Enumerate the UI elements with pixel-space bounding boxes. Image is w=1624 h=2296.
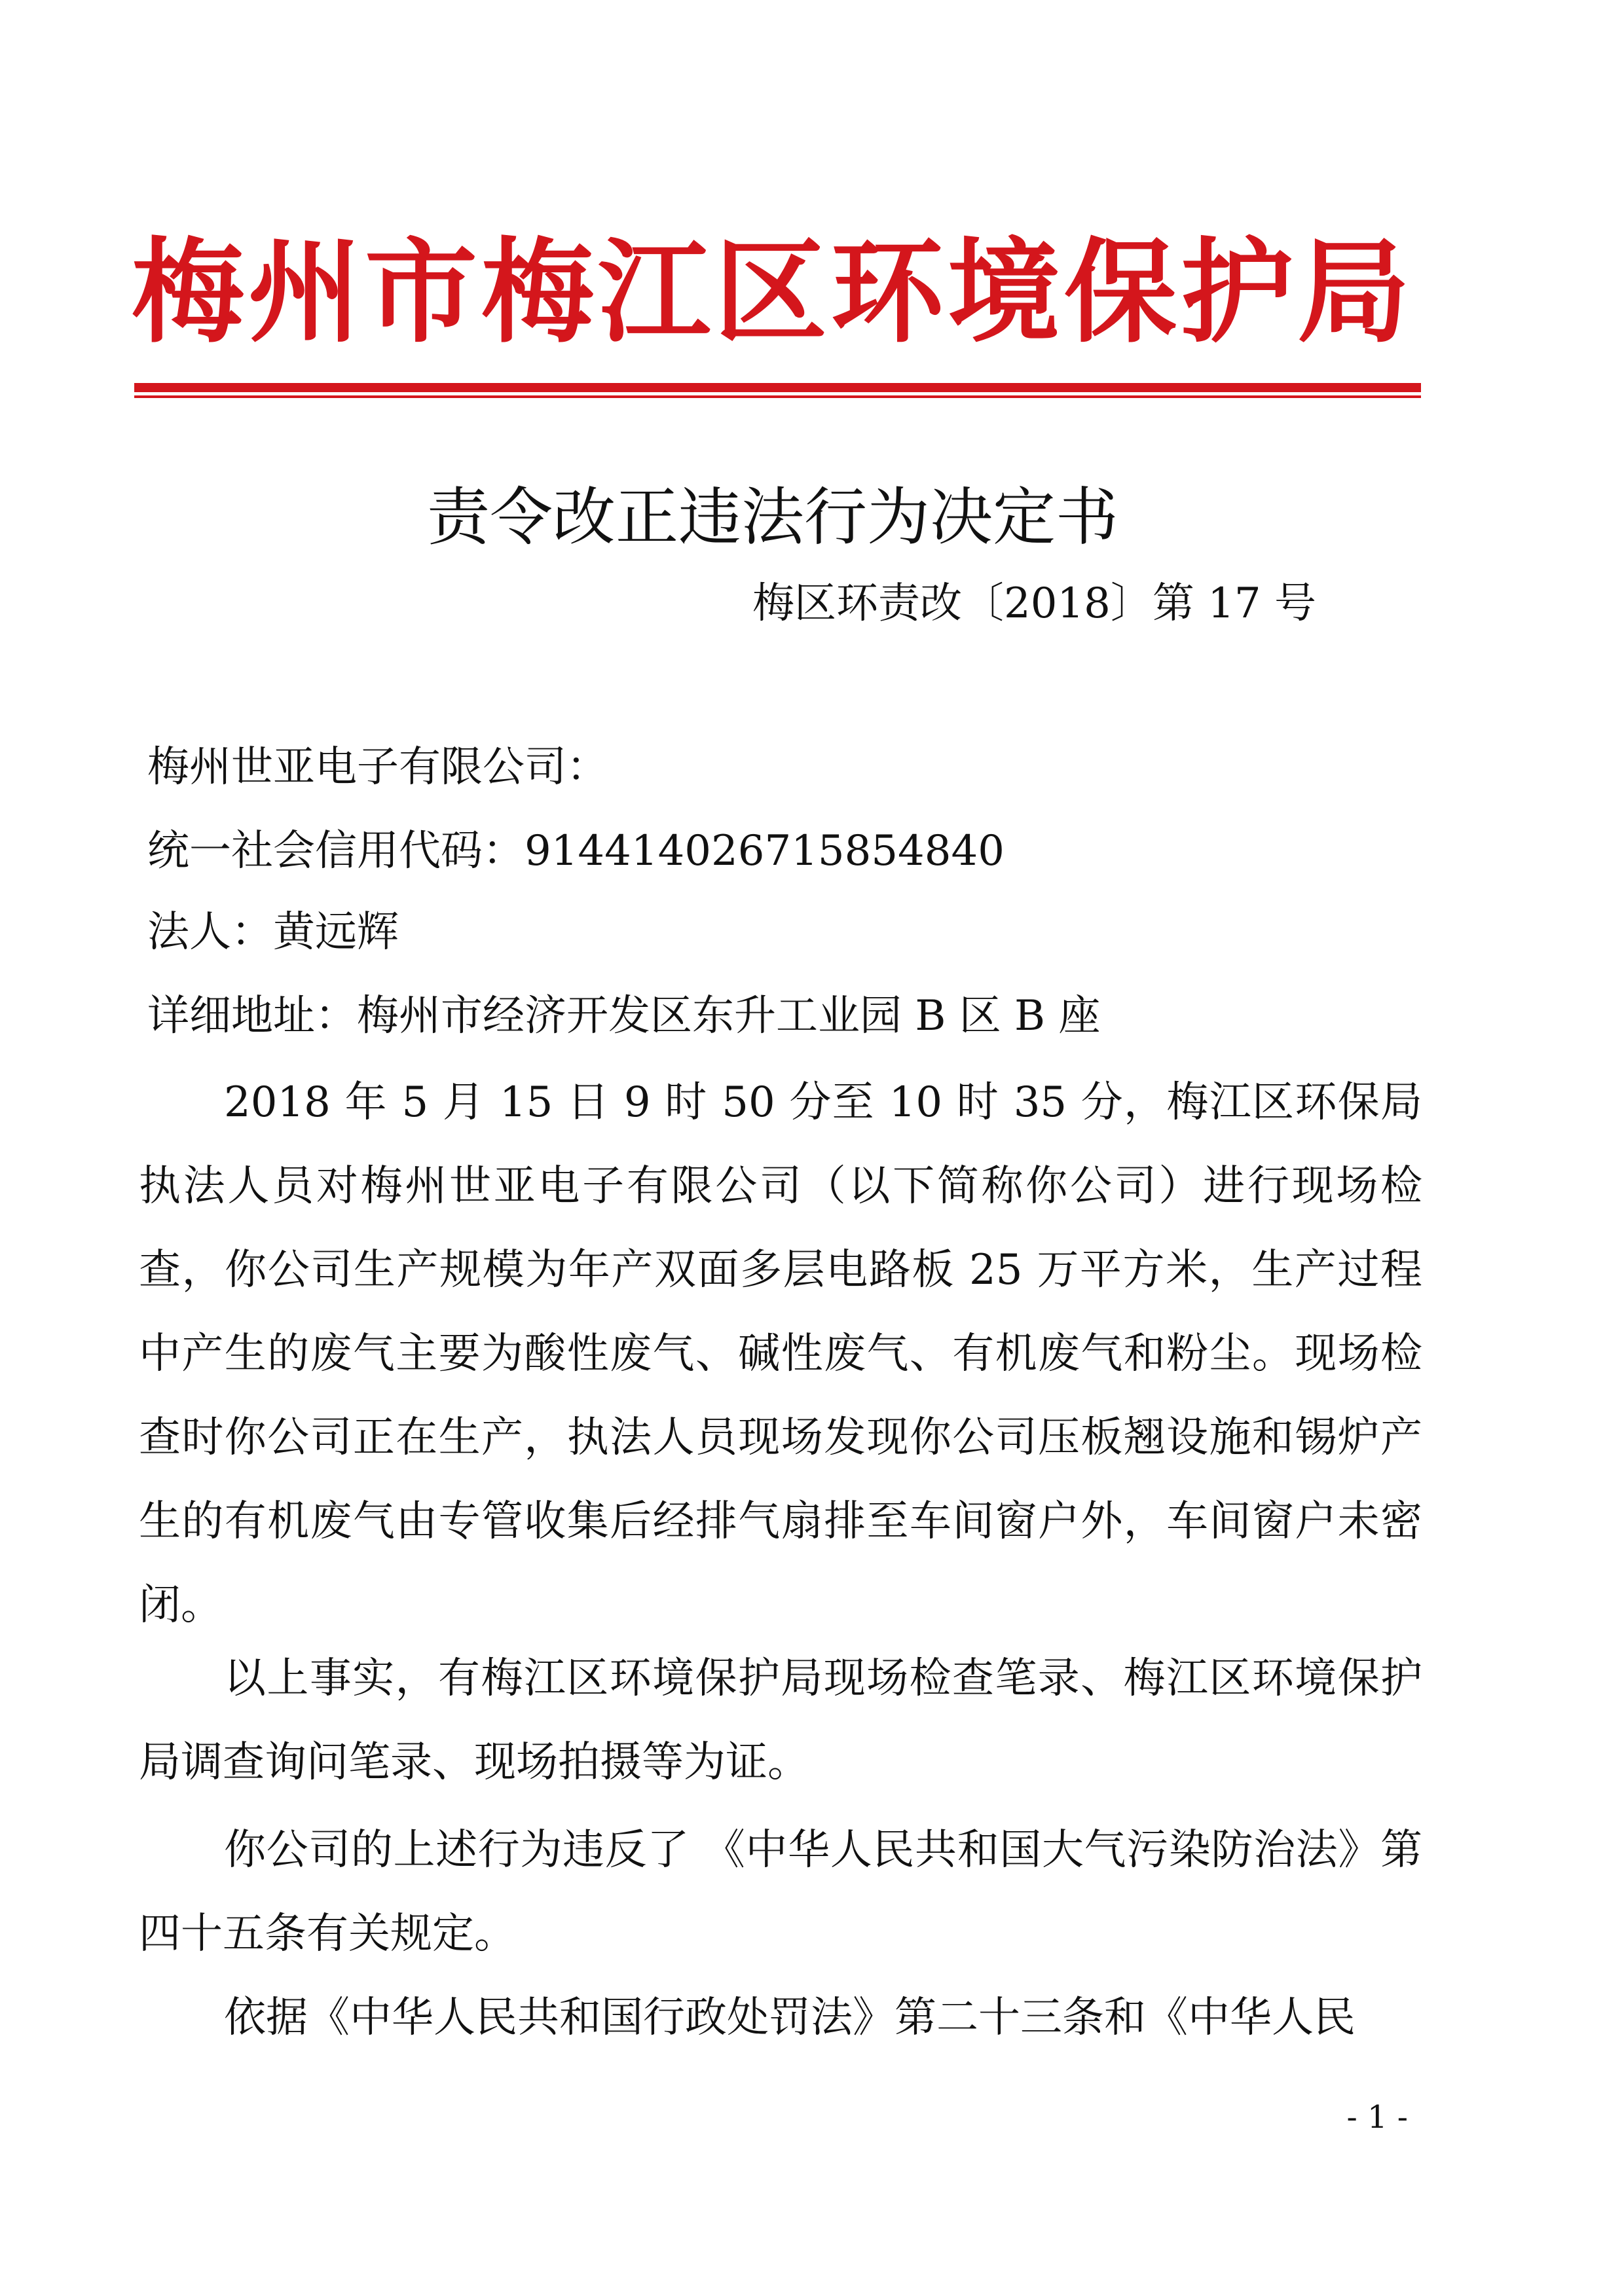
paragraph-violation: 你公司的上述行为违反了 《中华人民共和国大气污染防治法》第四十五条有关规定。: [139, 1826, 1422, 1958]
recipient-address: 详细地址：梅州市经济开发区东升工业园 B 区 B 座: [147, 992, 1101, 1040]
letterhead-red-rule-thin: [134, 395, 1421, 398]
recipient-credit-code: 统一社会信用代码：914414026715854840: [147, 827, 1005, 875]
paragraph-legal-basis: 依据《中华人民共和国行政处罚法》第二十三条和《中华人民: [224, 1994, 1356, 2042]
paragraph-facts: 2018 年 5 月 15 日 9 时 50 分至 10 时 35 分，梅江区环保局执法人员对梅州世亚电子有限公司（以下简称你公司）进行现场检查，你公司生产规模为年产双面多层电路板 25 万平方米，生产过程中产生的废气主要为酸性废气、碱性废气、有机废气和粉尘。现场检查时你公司正在生产，执法人员现场发现你公司压板翘设施和锡炉产生的有机废气由专管收集后经排气扇排至车间窗户外，车间窗户未密闭。: [139, 1078, 1422, 1630]
recipient-legal-person: 法人：黄远辉: [147, 908, 399, 957]
document-number: 梅区环责改〔2018〕第 17 号: [752, 579, 1316, 628]
document-title: 责令改正违法行为决定书: [427, 481, 1118, 554]
paragraph-evidence: 以上事实，有梅江区环境保护局现场检查笔录、梅江区环境保护局调查询问笔录、现场拍摄等为证。: [139, 1654, 1422, 1787]
page-number: - 1 -: [1346, 2099, 1408, 2136]
agency-letterhead-title: 梅州市梅江区环境保护局: [132, 225, 1414, 358]
letterhead-red-rule-thick: [134, 383, 1421, 392]
recipient-company: 梅州世亚电子有限公司：: [147, 743, 608, 792]
